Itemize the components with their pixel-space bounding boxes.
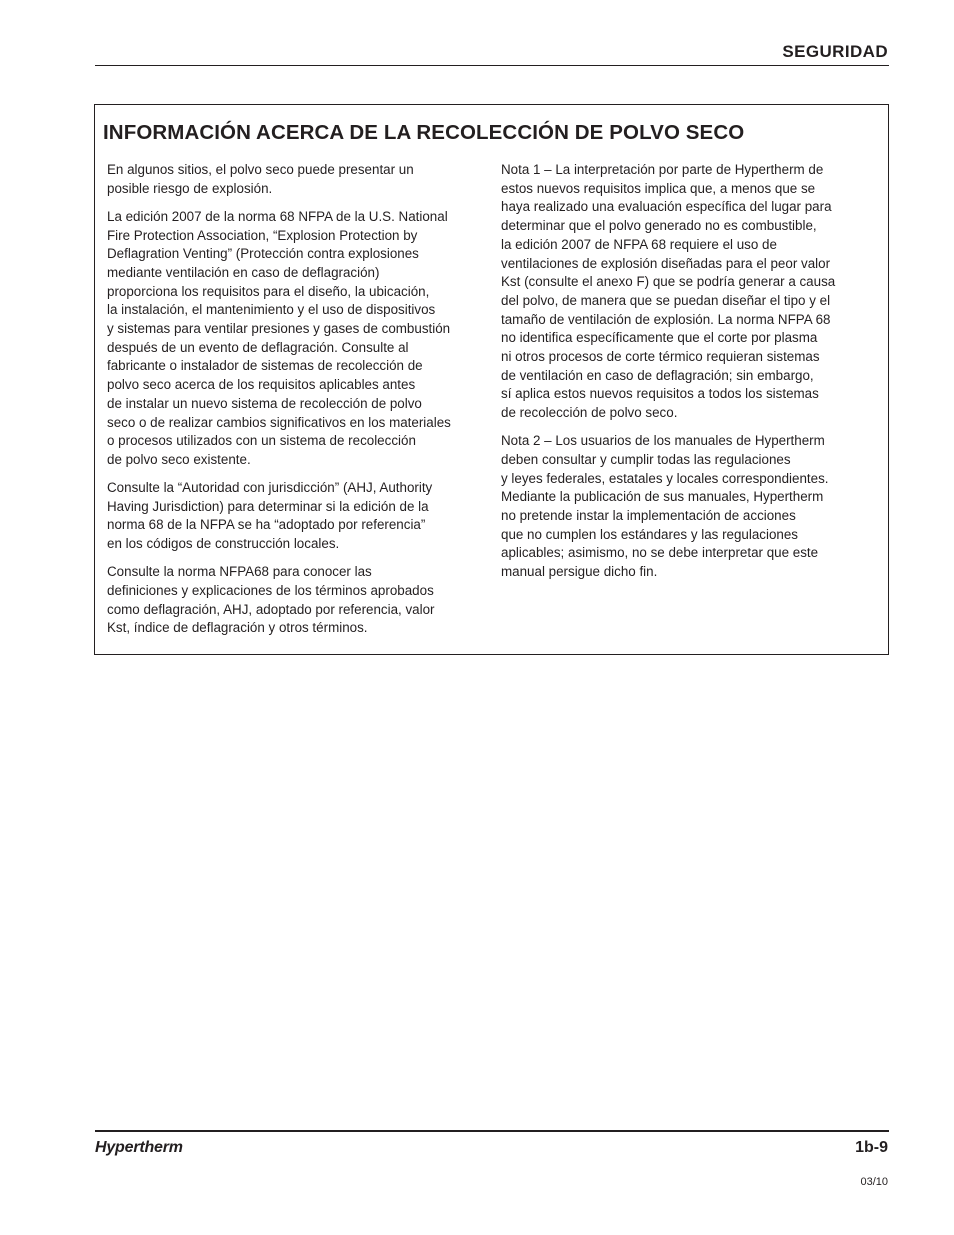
footer-divider: [95, 1130, 889, 1132]
left-paragraph-2: La edición 2007 de la norma 68 NFPA de la U.S. National Fire Protection Association, “Explosion Protection by Deflagration Venting” (Protección contra explosiones mediante ventilación en caso de deflagración) proporciona los requisitos para el diseño, la ubicación, la instalación, el mantenimiento y el uso de dispositivos y sistemas para ventilar presiones y gases de combustión después de un evento de deflagración. Consulte al fabricante o instalador de sistemas de recolección de polvo seco acerca de los requisitos aplicables antes de instalar un nuevo sistema de recolección de polvo seco o de realizar cambios significativos en los materiales o procesos utilizados con un sistema de recolección de polvo seco existente.: [107, 208, 451, 467]
header-divider: [95, 65, 889, 66]
note-2-paragraph: Nota 2 – Los usuarios de los manuales de Hypertherm deben consultar y cumplir todas las regulaciones y leyes federales, estatales y locales correspondientes. Mediante la publicación de sus manuales, Hypertherm no pretende instar la implementación de acciones que no cumplen los estándares y las regulaciones aplicables; asimismo, no se debe interpretar que este manual persigue dicho fin.: [501, 433, 829, 580]
brand-logo-text: Hypertherm: [95, 1139, 183, 1156]
left-column: [107, 161, 487, 647]
note-1-paragraph: Nota 1 – La interpretación por parte de Hypertherm de estos nuevos requisitos implica que, a menos que se haya realizado una evaluación específica del lugar para determinar que el polvo generado no es combustible, la edición 2007 de NFPA 68 requiere el uso de ventilaciones de explosión diseñadas para el peor valor Kst (consulte el anexo F) que se podría generar a causa del polvo, de manera que se puedan diseñar el tipo y el tamaño de ventilación de explosión. La norma NFPA 68 no identifica específicamente que el corte por plasma ni otros procesos de corte térmico requieran sistemas de ventilación en caso de deflagración; sin embargo, sí aplica estos nuevos requisitos a todos los sistemas de recolección de polvo seco.: [501, 162, 836, 421]
dust-collection-info-box: [94, 104, 889, 655]
revision-date: 03/10: [860, 1176, 888, 1188]
box-title: INFORMACIÓN ACERCA DE LA RECOLECCIÓN DE POLVO SECO: [103, 121, 745, 144]
left-paragraph-4: Consulte la norma NFPA68 para conocer las definiciones y explicaciones de los términos aprobados como deflagración, AHJ, adoptado por referencia, valor Kst, índice de deflagración y otros términos.: [107, 564, 435, 636]
section-title: SEGURIDAD: [782, 42, 888, 61]
left-paragraph-1: En algunos sitios, el polvo seco puede presentar un posible riesgo de explosión.: [107, 162, 414, 196]
right-column: [501, 161, 877, 591]
page-number: 1b-9: [855, 1139, 888, 1156]
left-paragraph-3: Consulte la “Autoridad con jurisdicción” (AHJ, Authority Having Jurisdiction) para determinar si la edición de la norma 68 de la NFPA se ha “adoptado por referencia” en los códigos de construcción locales.: [107, 480, 433, 552]
